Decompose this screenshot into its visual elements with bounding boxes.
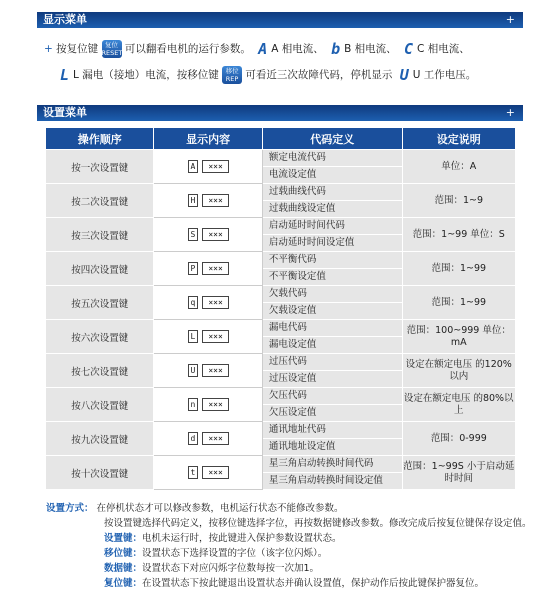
code-def: 欠压代码 (263, 388, 402, 405)
table-row (46, 252, 516, 286)
display-text-1e: C 相电流、 (417, 43, 470, 55)
value-def: 过压设定值 (268, 373, 317, 384)
value-def: 通讯地址设定值 (268, 441, 336, 452)
method-item-text: 设置状态下选择设置的字位（该字位闪烁）。 (142, 548, 328, 559)
row-code (262, 252, 402, 286)
value-def: 不平衡设定值 (268, 271, 326, 282)
segment-u-icon: U (399, 66, 409, 84)
table-row (46, 388, 516, 422)
method-item-text: 设置状态下对应闪烁字位数每按一次加1。 (142, 563, 320, 574)
value-def: 启动延时时间设定值 (268, 237, 355, 248)
row-display (154, 184, 262, 218)
row-code (262, 456, 402, 490)
table-row (46, 150, 516, 184)
display-menu-title: 显示菜单 (43, 13, 87, 26)
row-display (154, 320, 262, 354)
value-def: 欠压设定值 (268, 407, 317, 418)
code-def: 过载曲线代码 (263, 184, 402, 201)
method-item-key: 数据键： (104, 563, 143, 574)
table-row (46, 184, 516, 218)
method-item-shift (104, 546, 327, 561)
code-def: 额定电流代码 (263, 150, 402, 167)
lcd-value: ××× (202, 466, 228, 479)
segment-a-icon: A (258, 40, 268, 58)
method-item-key: 移位键： (104, 548, 143, 559)
row-op: 按二次设置键 (46, 184, 154, 218)
table-row (46, 320, 516, 354)
settings-menu-header (37, 105, 523, 121)
lcd-code-icon: S (188, 228, 199, 241)
method-line-1 (46, 501, 344, 516)
settings-table (45, 127, 516, 490)
method-item-key: 复位键： (104, 578, 143, 589)
row-desc: 范围：1~99S 小于启动延时时间 (402, 456, 516, 490)
row-desc: 范围：1~99 单位：S (402, 218, 516, 252)
row-op: 按十次设置键 (46, 456, 154, 490)
display-text-1d: B 相电流、 (344, 43, 397, 55)
row-op: 按五次设置键 (46, 286, 154, 320)
display-text-2b: 可看近三次故障代码，停机显示 (245, 69, 393, 81)
lcd-code-icon: L (188, 330, 199, 343)
value-def: 欠载设定值 (268, 305, 317, 316)
lcd-value: ××× (202, 194, 228, 207)
row-display (154, 252, 262, 286)
lcd-value: ××× (202, 330, 228, 343)
row-desc: 单位：A (402, 150, 516, 184)
col-header-code: 代码定义 (262, 128, 402, 150)
reset-key-icon (102, 40, 122, 58)
display-text-1b: 可以翻看电机的运行参数。 (124, 43, 251, 55)
method-line-2: 按设置键选择代码定义，按移位键选择字位，再按数据键修改参数。修改完成后按复位键保存设定值。 (104, 518, 532, 529)
row-op: 按一次设置键 (46, 150, 154, 184)
method-item-key: 设置键： (104, 533, 143, 544)
row-display (154, 286, 262, 320)
segment-c-icon: C (404, 40, 414, 58)
lcd-code-icon: H (188, 194, 199, 207)
lcd-value: ××× (202, 398, 228, 411)
lcd-code-icon: q (188, 296, 199, 309)
value-def: 漏电设定值 (268, 339, 317, 350)
row-desc: 范围：1~99 (402, 286, 516, 320)
reset-key-sublabel: RESET (101, 49, 123, 57)
display-menu-expand-icon[interactable]: + (505, 13, 515, 26)
row-desc: 范围：1~99 (402, 252, 516, 286)
shift-key-label: 移位 (225, 67, 239, 75)
display-text-2a: L 漏电（接地）电流，按移位键 (73, 69, 219, 81)
lcd-value: ××× (202, 296, 228, 309)
row-op: 按七次设置键 (46, 354, 154, 388)
row-desc: 设定在额定电压 的120%以内 (402, 354, 516, 388)
method-text-1: 在停机状态才可以修改参数，电机运行状态不能修改参数。 (96, 503, 344, 514)
code-def: 启动延时时间代码 (263, 218, 402, 235)
row-code (262, 320, 402, 354)
row-display (154, 354, 262, 388)
code-def: 星三角启动转换时间代码 (263, 456, 402, 473)
row-op: 按六次设置键 (46, 320, 154, 354)
value-def: 星三角启动转换时间设定值 (268, 475, 383, 486)
display-text-2c: U 工作电压。 (412, 69, 477, 81)
row-op: 按八次设置键 (46, 388, 154, 422)
display-line-1 (44, 40, 470, 58)
value-def: 过载曲线设定值 (268, 203, 336, 214)
display-text-1a: 按复位键 (56, 43, 99, 55)
lcd-value: ××× (202, 160, 228, 173)
method-item-set (104, 531, 342, 546)
lcd-code-icon: t (188, 466, 199, 479)
row-code (262, 354, 402, 388)
settings-menu-title: 设置菜单 (43, 106, 87, 119)
row-op: 按三次设置键 (46, 218, 154, 252)
col-header-op: 操作顺序 (46, 128, 154, 150)
value-def: 电流设定值 (268, 169, 317, 180)
code-def: 漏电代码 (263, 320, 402, 337)
code-def: 欠载代码 (263, 286, 402, 303)
row-code (262, 150, 402, 184)
display-line-2 (56, 66, 476, 84)
settings-menu-expand-icon[interactable]: + (505, 106, 515, 119)
row-display (154, 422, 262, 456)
table-row (46, 286, 516, 320)
bullet-plus-icon: + (44, 43, 53, 55)
shift-key-icon (222, 66, 242, 84)
lcd-value: ××× (202, 228, 228, 241)
lcd-value: ××× (202, 432, 228, 445)
lcd-code-icon: n (188, 398, 199, 411)
table-row (46, 456, 516, 490)
method-label: 设置方式： (46, 503, 94, 514)
shift-key-sublabel: REP (225, 75, 239, 83)
row-desc: 范围：0-999 (402, 422, 516, 456)
row-display (154, 388, 262, 422)
segment-l-icon: L (60, 66, 70, 84)
row-display (154, 456, 262, 490)
row-code (262, 218, 402, 252)
lcd-code-icon: d (188, 432, 199, 445)
display-menu-header (37, 12, 523, 28)
lcd-value: ××× (202, 364, 228, 377)
row-display (154, 150, 262, 184)
col-header-desc: 设定说明 (402, 128, 516, 150)
row-op: 按四次设置键 (46, 252, 154, 286)
row-desc: 范围：1~9 (402, 184, 516, 218)
row-code (262, 184, 402, 218)
lcd-code-icon: U (188, 364, 199, 377)
row-code (262, 422, 402, 456)
code-def: 不平衡代码 (263, 252, 402, 269)
method-item-text: 电机未运行时，按此键进入保护参数设置状态。 (142, 533, 342, 544)
lcd-code-icon: A (188, 160, 199, 173)
segment-b-icon: b (331, 40, 341, 58)
col-header-display: 显示内容 (154, 128, 262, 150)
method-item-data (104, 561, 319, 576)
row-display (154, 218, 262, 252)
row-desc: 设定在额定电压 的80%以上 (402, 388, 516, 422)
code-def: 过压代码 (263, 354, 402, 371)
method-item-text: 在设置状态下按此键退出设置状态并确认设置值，保护动作后按此键保护器复位。 (142, 578, 485, 589)
row-desc: 范围：100~999 单位：mA (402, 320, 516, 354)
lcd-value: ××× (202, 262, 228, 275)
table-row (46, 218, 516, 252)
row-op: 按九次设置键 (46, 422, 154, 456)
table-row (46, 354, 516, 388)
lcd-code-icon: P (188, 262, 199, 275)
code-def: 通讯地址代码 (263, 422, 402, 439)
method-item-reset (104, 576, 484, 591)
row-code (262, 388, 402, 422)
display-text-1c: A 相电流、 (271, 43, 324, 55)
row-code (262, 286, 402, 320)
reset-key-label: 复位 (105, 41, 118, 49)
table-row (46, 422, 516, 456)
